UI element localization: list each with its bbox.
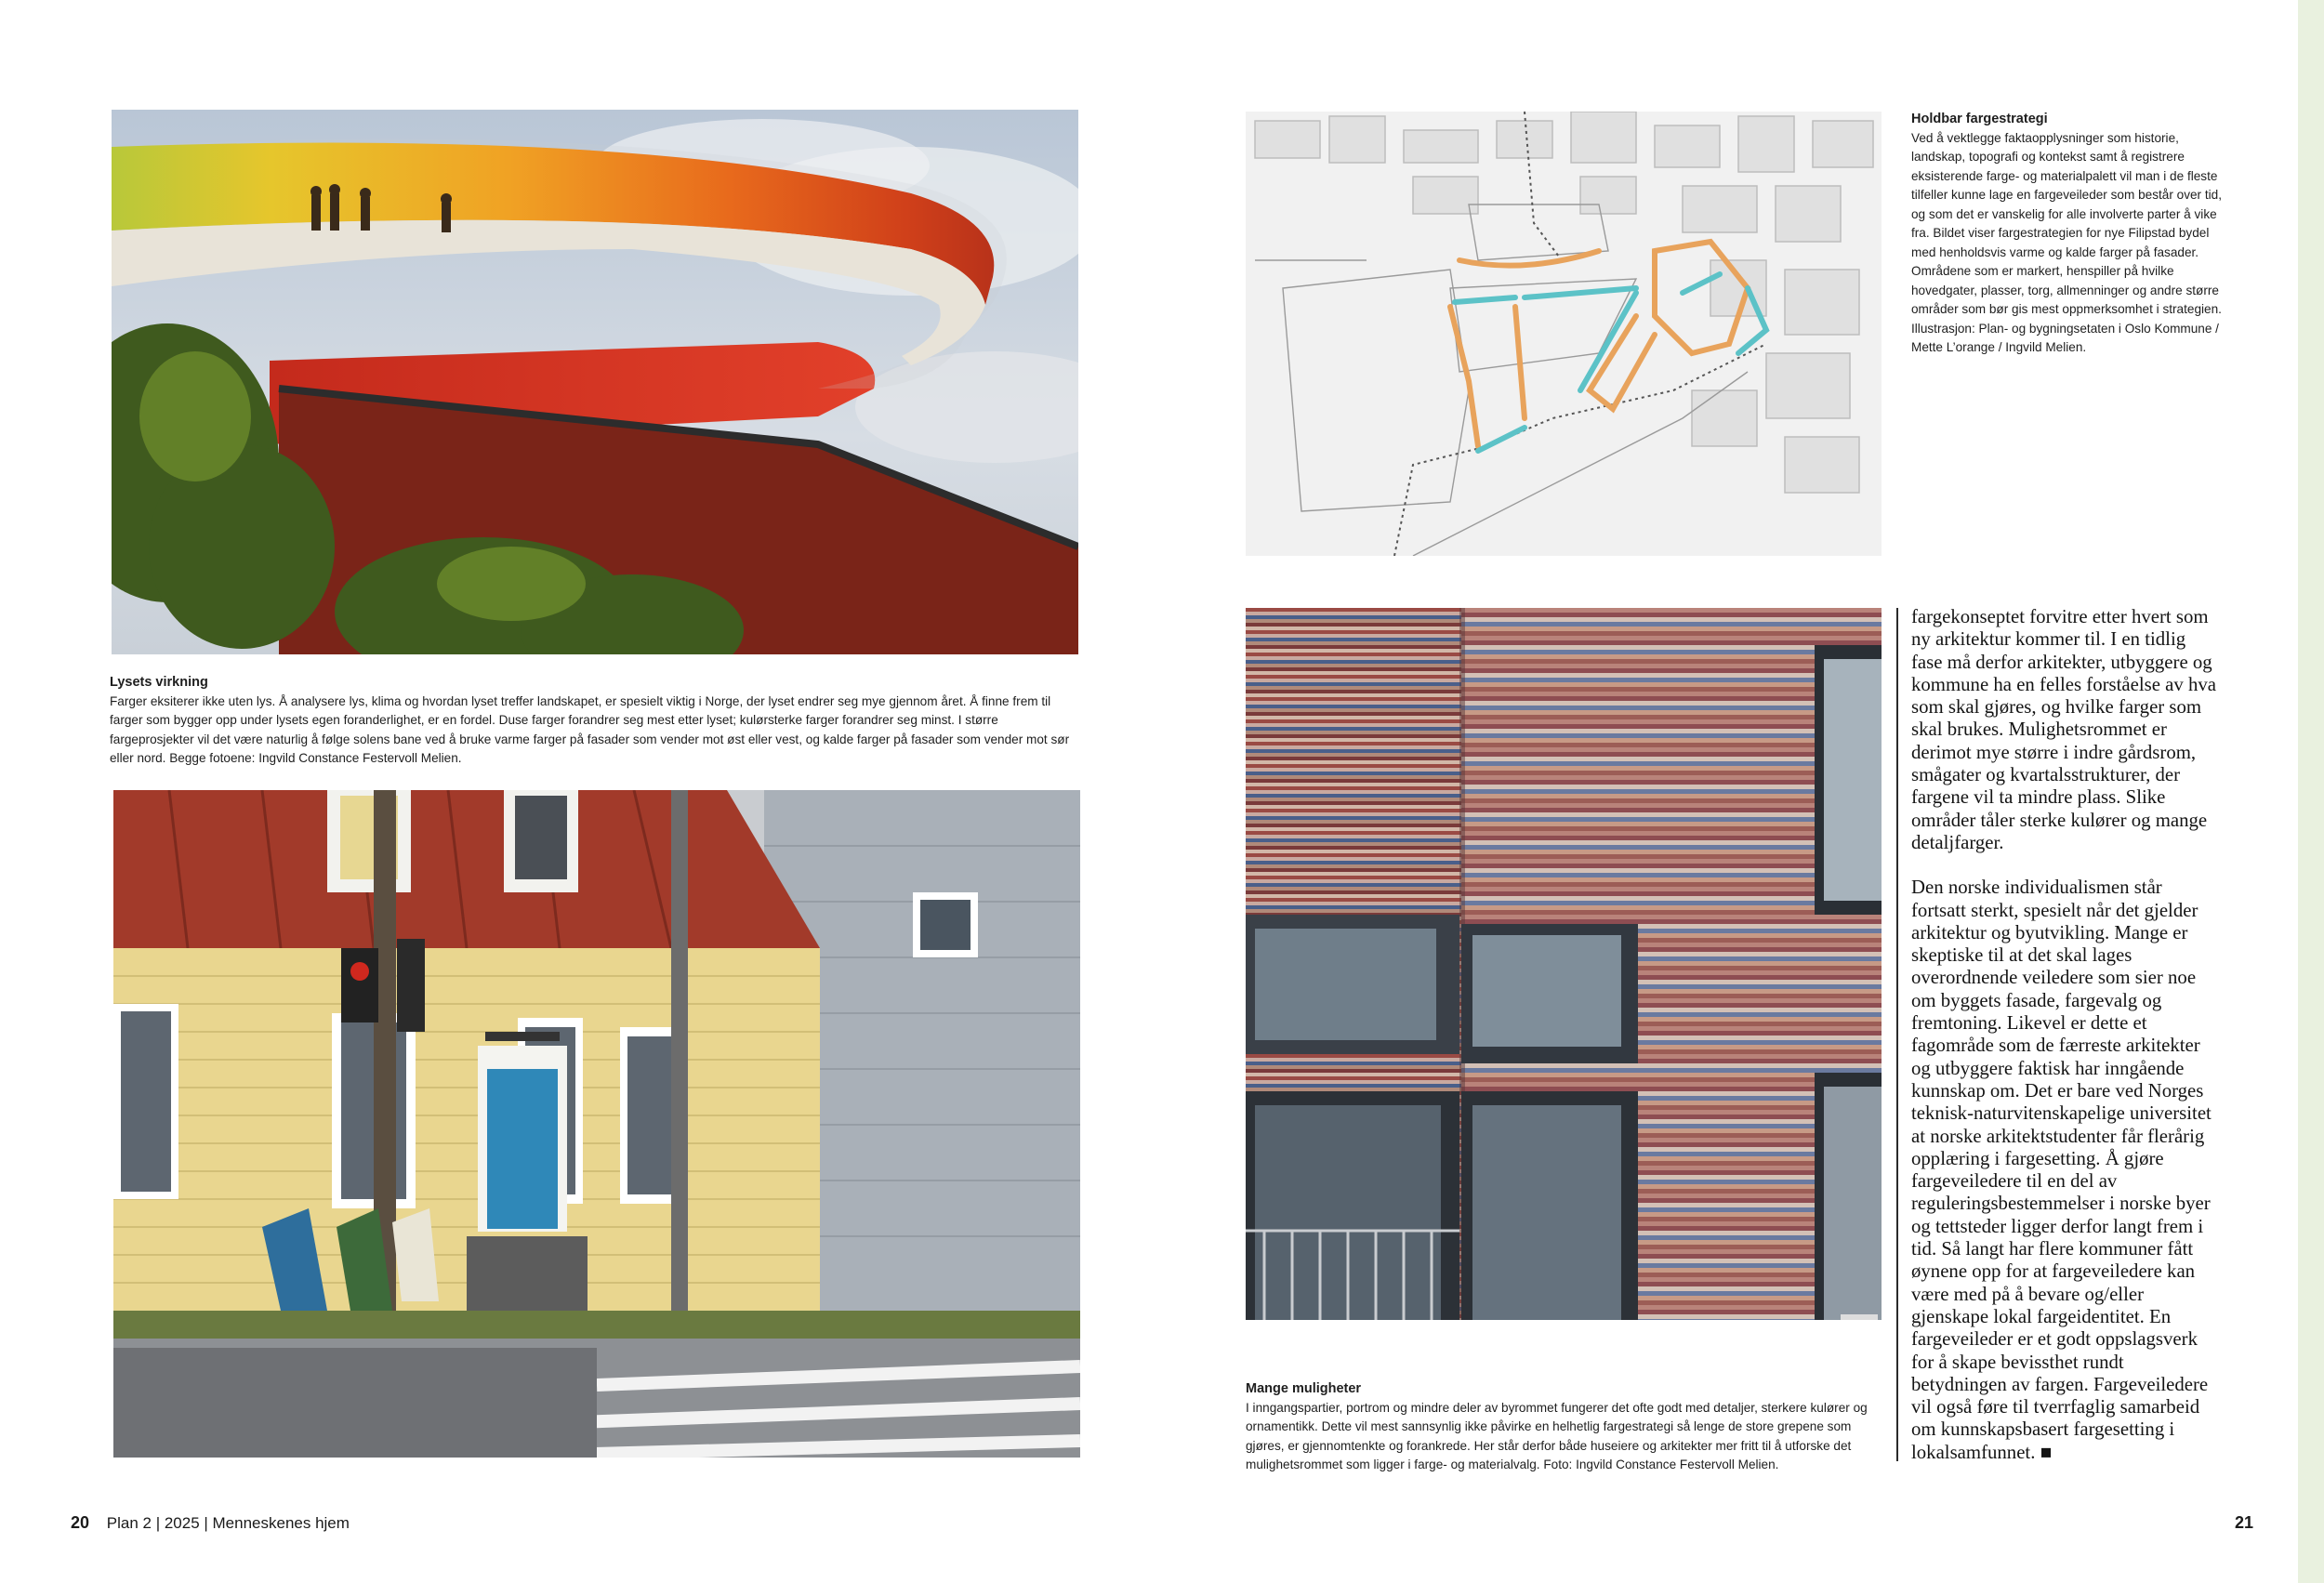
- caption-mange-muligheter: [1246, 1379, 1887, 1475]
- caption-title: Lysets virkning: [110, 675, 208, 690]
- left-page-number: 20: [71, 1513, 90, 1532]
- rainbow-walkway-photo: [112, 110, 1078, 654]
- caption-text: I inngangspartier, portrom og mindre deler av byrommet fungerer det ofte godt med detaljer, sterkere kulører og ornamentikk. Dette vil mest sannsynlig ikke påvirke en helhetlig fargestrategi så lenge de store grepene som gjøres, er gjennomtenkte og forankrede. Her står derfor både huseiere og arkitekter mer fritt til å utforske det mulighetsrommet som ligger i farge- og materialvalg. Foto: Ingvild Constance Festervoll Melien.: [1246, 1400, 1868, 1471]
- body-paragraph-2: Den norske individualismen står fortsatt sterkt, spesielt når det gjelder arkitektur og byutvikling. Mange er skeptiske til at det skal lages overordnende veiledere som sier noe om byggets fasade, fargevalg og fremtoning. Likevel er dette et fagområde som de færreste arkitekter og utbyggere faktisk har inngående kunnskap om. Det er bare ved Norges teknisk-naturvitenskapelige universitet at norske arkitektstudenter får flerårig opplæring i fargesetting. Å gjøre fargeveiledere til en del av reguleringsbestemmelser i norske byer og tettsteder ligger derfor langt frem i tid. Så langt har flere kommuner fått øynene opp for at fargeveiledere kan være med på å bevare og/eller gjenskape lokal fargeidentitet. En fargeveileder er et godt oppslagsverk for å skape bevissthet rundt betydningen av fargen. Fargeveiledere vil også føre til tverrfaglig samarbeid om kunnskapsbasert fargesetting i lokalsamfunnet. ■: [1911, 877, 2212, 1463]
- right-page-number: 21: [2235, 1513, 2254, 1532]
- column-rule: [1896, 608, 1898, 1461]
- article-body-column: [1911, 606, 2218, 1464]
- right-folio: [2235, 1513, 2253, 1533]
- caption-text: Ved å vektlegge faktaopplysninger som historie, landskap, topografi og kontekst samt å registrere eksisterende farge- og materialpalett vil man i de fleste tilfeller kunne lage en fargeveileder som består over tid, og som det er vanskelig for alle involverte parter å vike fra. Bildet viser fargestrategien for nye Filipstad bydel med henholdsvis varme og kalde farger på fasader. Områdene som er markert, henspiller på hvilke hovedgater, plasser, torg, allmenninger og andre større områder som bør gis mest oppmerksomhet i strategien. Illustrasjon: Plan- og bygningsetaten i Oslo Kommune / Mette L’orange / Ingvild Melien.: [1911, 130, 2222, 354]
- caption-holdbar-fargestrategi: [1911, 110, 2227, 358]
- caption-title: Mange muligheter: [1246, 1381, 1362, 1396]
- left-folio: [71, 1513, 350, 1533]
- page-edge-tint: [2298, 0, 2324, 1583]
- caption-title: Holdbar fargestrategi: [1911, 112, 2048, 126]
- body-paragraph-1: fargekonseptet forvitre etter hvert som ny arkitektur kommer til. I en tidlig fase må derfor arkitekter, utbyggere og kommune ha en felles forståelse av hva som skal gjøres, og hvilke farger som skal brukes. Mulighetsrommet er derimot mye større i indre gårdsrom, smågater og kvartalsstrukturer, der fargene vil ta mindre plass. Slike områder tåler sterke kulører og mange detaljfarger.: [1911, 606, 2217, 853]
- yellow-house-photo: [113, 790, 1080, 1458]
- caption-text: Farger eksiterer ikke uten lys. Å analysere lys, klima og hvordan lyset treffer landskapet, er spesielt viktig i Norge, der lyset endrer seg mye gjennom året. Å finne frem til farger som bygger opp under lysets egen foranderlighet, er en fordel. Duse farger forandrer seg mest etter lyset; kulørsterke farger forandrer seg minst. I større fargeprosjekter vil det være naturlig å følge solens bane ved å bruke varme farger på fasader som vender mot øst eller vest, og kalde farger på fasader som vender mot sør eller nord. Begge fotoene: Ingvild Constance Festervoll Melien.: [110, 693, 1070, 765]
- left-running-head: Plan 2 | 2025 | Menneskenes hjem: [106, 1514, 350, 1532]
- color-strategy-map: [1246, 112, 1882, 556]
- brick-facade-photo: [1246, 608, 1882, 1320]
- caption-lysets-virkning: [110, 673, 1076, 769]
